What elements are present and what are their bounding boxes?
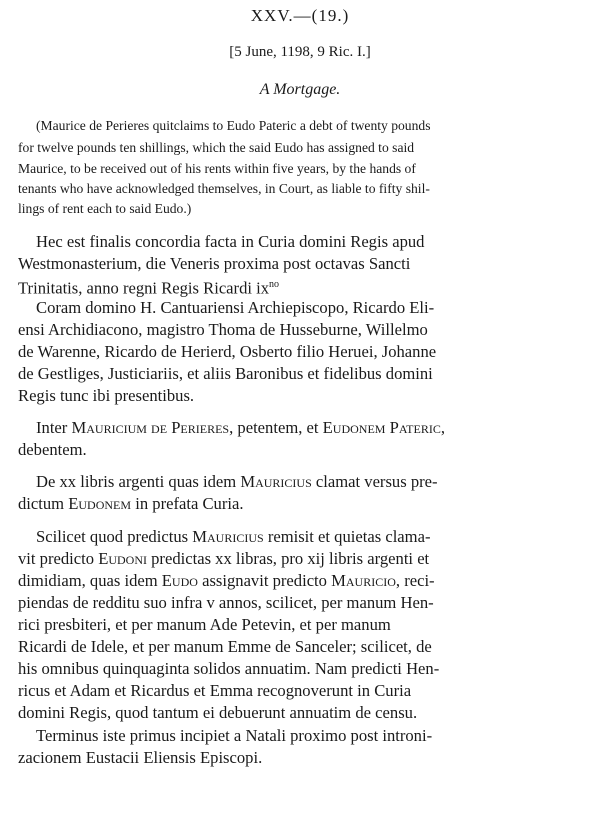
paragraph-line: vit predicto Eudoni predictas xx libras, pro xij libris argenti et: [18, 549, 430, 568]
party-name: Eudoni: [98, 549, 147, 568]
document-title: A Mortgage.: [259, 81, 341, 98]
summary-line: (Maurice de Perieres quitclaims to Eudo Pateric a debt of twenty pounds: [36, 118, 431, 133]
paragraph-line: Ricardi de Idele, et per manum Emme de Sanceler; scilicet, de: [18, 637, 432, 656]
summary-line: Maurice, to be received out of his rents within five years, by the hands of: [18, 161, 416, 176]
paragraph-line: dictum Eudonem in prefata Curia.: [18, 494, 244, 513]
paragraph-line: ensi Archidiacono, magistro Thoma de Husseburne, Willelmo: [18, 320, 428, 339]
paragraph-line: Terminus iste primus incipiet a Natali proximo post introni-: [36, 726, 433, 745]
party-name: Mauricium de Perieres: [71, 418, 230, 437]
paragraph-line: de Gestliges, Justiciariis, et aliis Baronibus et fidelibus domini: [18, 364, 433, 383]
paragraph-line: Coram domino H. Cantuariensi Archiepiscopo, Ricardo Eli-: [36, 298, 435, 317]
paragraph-line: Westmonasterium, die Veneris proxima post octavas Sancti: [18, 254, 411, 273]
summary-line: for twelve pounds ten shillings, which the said Eudo has assigned to said: [18, 140, 415, 155]
paragraph-line: De xx libris argenti quas idem Mauricius clamat versus pre-: [36, 472, 438, 491]
paragraph-line: Inter Mauricium de Perieres, petentem, et Eudonem Pateric,: [36, 418, 445, 437]
paragraph-line: his omnibus quinquaginta solidos annuatim. Nam predicti Hen-: [18, 659, 440, 678]
summary-line: lings of rent each to said Eudo.): [18, 201, 192, 216]
document-heading: XXV.—(19.): [250, 6, 350, 25]
paragraph-line: Hec est finalis concordia facta in Curia domini Regis apud: [36, 232, 425, 251]
party-name: Mauricius: [240, 472, 312, 491]
paragraph-line: dimidiam, quas idem Eudo assignavit predicto Mauricio, reci-: [18, 571, 435, 590]
ordinal-superscript: no: [269, 279, 280, 290]
party-name: Mauricius: [192, 527, 264, 546]
paragraph-line: piendas de redditu suo infra v annos, scilicet, per manum Hen-: [18, 593, 434, 612]
paragraph-line: de Warenne, Ricardo de Herierd, Osberto filio Heruei, Johanne: [18, 342, 437, 361]
document-date: [5 June, 1198, 9 Ric. I.]: [229, 44, 371, 60]
party-name: Eudonem Pateric: [322, 418, 441, 437]
paragraph-line: Regis tunc ibi presentibus.: [18, 386, 195, 405]
paragraph-line: debentem.: [18, 440, 87, 459]
paragraph-line: zacionem Eustacii Eliensis Episcopi.: [18, 748, 263, 767]
paragraph-line: rici presbiteri, et per manum Ade Petevin, et per manum: [18, 615, 391, 634]
paragraph-line: domini Regis, quod tantum ei debuerunt annuatim de censu.: [18, 703, 418, 722]
paragraph-line: ricus et Adam et Ricardus et Emma recognoverunt in Curia: [18, 681, 412, 700]
paragraph-line: Scilicet quod predictus Mauricius remisit et quietas clama-: [36, 527, 431, 546]
party-name: Eudo: [161, 571, 198, 590]
paragraph-line: Trinitatis, anno regni Regis Ricardi $ix^{no}$: [18, 278, 280, 298]
summary-line: tenants who have acknowledged themselves, in Court, as liable to fifty shil-: [18, 181, 430, 196]
party-name: Eudonem: [68, 494, 132, 513]
party-name: Mauricio: [331, 571, 396, 590]
